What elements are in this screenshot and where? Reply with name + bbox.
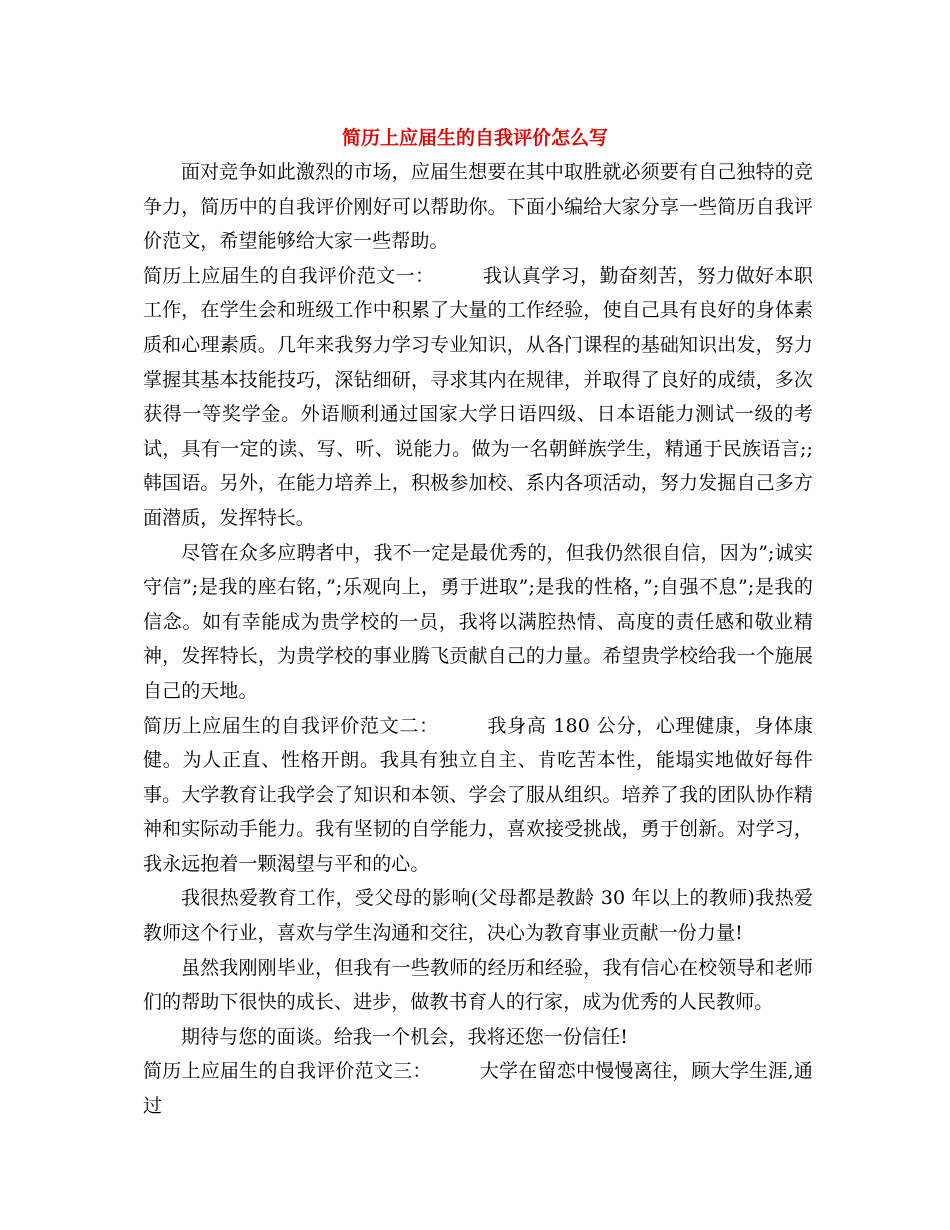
sample3-heading: 简历上应届生的自我评价范文三： (143, 1060, 432, 1083)
sample2-heading: 简历上应届生的自我评价范文二： (143, 714, 439, 737)
sample1-text: 我认真学习，勤奋刻苦，努力做好本职工作，在学生会和班级工作中积累了大量的工作经验，使自己具有良好的身体素质和心理素质。几年来我努力学习专业知识，从各门课程的基础知识出发，努力掌握其基本技能技巧，深钻细研，寻求其内在规律，并取得了良好的成绩，多次获得一等奖学金。外语顺利通过国家大学日语四级、日本语能力测试一级的考试，具有一定的读、写、听、说能力。做为一名朝鲜族学生，精通于民族语言;;韩国语。另外，在能力培养上，积极参加校、系内各项活动，努力发掘自己多方面潜质，发挥特长。 (143, 264, 813, 529)
sample2-paragraph-2: 我很热爱教育工作，受父母的影响(父母都是教龄 30 年以上的教师)我热爱教师这个行业，喜欢与学生沟通和交往，决心为教育事业贡献一份力量! (143, 887, 813, 945)
intro-paragraph: 面对竞争如此激烈的市场，应届生想要在其中取胜就必须要有自己独特的竞争力，简历中的自我评价刚好可以帮助你。下面小编给大家分享一些简历自我评价范文，希望能够给大家一些帮助。 (143, 161, 813, 253)
sample3-text: 大学在留恋中慢慢离往，顾大学生涯,通过 (143, 1060, 813, 1118)
sample2-paragraph-3: 虽然我刚刚毕业，但我有一些教师的经历和经验，我有信心在校领导和老师们的帮助下很快的成长、进步，做教书育人的行家，成为优秀的人民教师。 (143, 956, 813, 1014)
sample2-text: 我身高 180 公分，心理健康，身体康健。为人正直、性格开朗。我具有独立自主、肯吃苦本性，能塌实地做好每件事。大学教育让我学会了知识和本领、学会了服从组织。培养了我的团队协作精神和实际动手能力。我有坚韧的自学能力，喜欢接受挑战，勇于创新。对学习，我永远抱着一颗渴望与平和的心。 (143, 714, 813, 875)
sample1-paragraph-2: 尽管在众多应聘者中，我不一定是最优秀的，但我仍然很自信，因为”;诚实守信”;是我的座右铭，”;乐观向上，勇于进取”;是我的性格，”;自强不息”;是我的信念。如有幸能成为贵学校的一员，我将以满腔热情、高度的责任感和敬业精神，发挥特长，为贵学校的事业腾飞贡献自己的力量。希望贵学校给我一个施展自己的天地。 (143, 541, 813, 702)
sample1-heading: 简历上应届生的自我评价范文一： (143, 264, 435, 287)
document-title: 简历上应届生的自我评价怎么写 (341, 127, 608, 149)
document-body (143, 155, 813, 1124)
sample3-paragraph (143, 1054, 813, 1123)
sample2-paragraph (143, 709, 813, 882)
sample2-paragraph-4: 期待与您的面谈。给我一个机会，我将还您一份信任! (181, 1025, 629, 1048)
sample1-paragraph (143, 259, 813, 536)
